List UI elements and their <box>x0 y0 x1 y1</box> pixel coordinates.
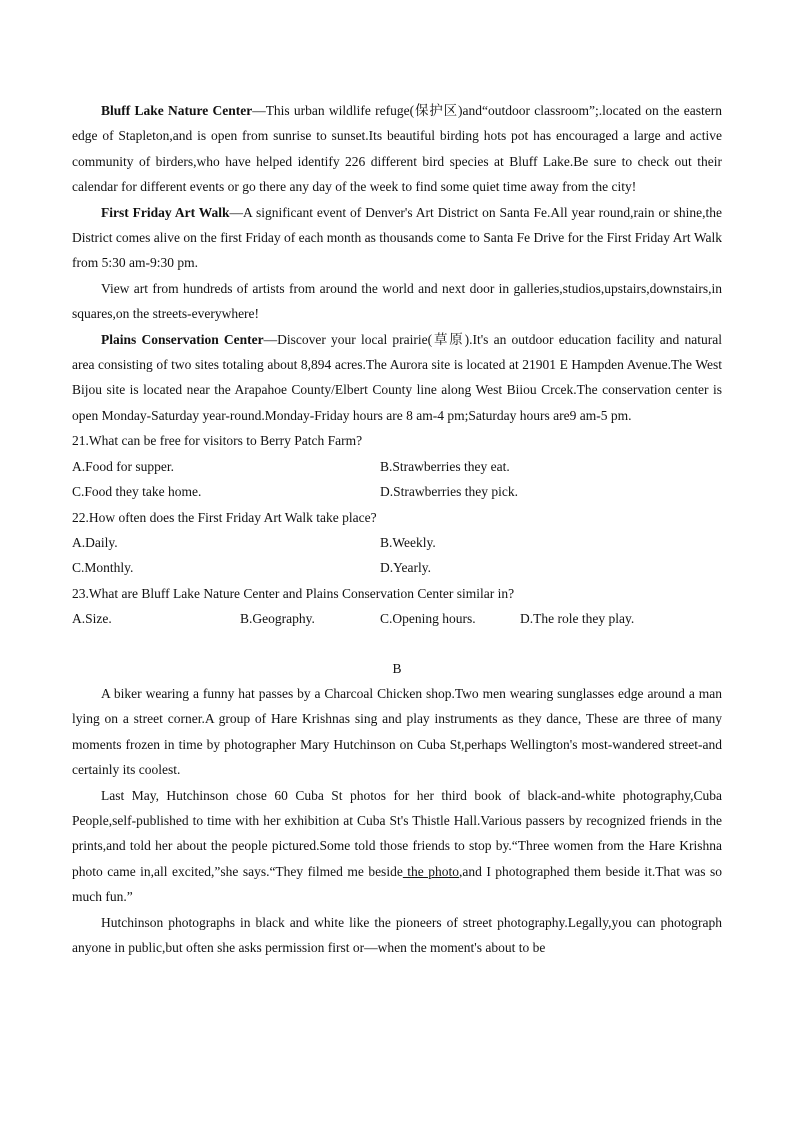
underlined-the-photo: the photo <box>402 863 459 879</box>
option-23-b: B.Geography. <box>240 611 315 627</box>
question-22-options-row-2 <box>72 555 722 580</box>
question-21: 21.What can be free for visitors to Berry Patch Farm? <box>72 433 363 449</box>
option-23-a: A.Size. <box>72 611 112 627</box>
question-22: 22.How often does the First Friday Art Walk take place? <box>72 509 377 525</box>
option-22-a: A.Daily. <box>72 534 118 550</box>
paragraph-plains <box>72 327 722 429</box>
paragraph-b-2-start: Last May, Hutchinson chose 60 Cuba St photos for her third book of black-and-white photography,Cuba People,self-published to time with her exhibition at Cuba St's Thistle Hall.Various passers by recognized friends in the prints,and told her about the people pictured.Some told those friends to stop by.“Three women from the Hare Krishna photo came in,all excited,”she says.“They filmed me beside <box>72 787 722 879</box>
option-21-a: A.Food for supper. <box>72 458 174 474</box>
paragraph-view-art: View art from hundreds of artists from around the world and next door in galleries,studios,upstairs,downstairs,in squares,on the streets-everywhere! <box>72 280 722 322</box>
document-page <box>72 98 722 960</box>
paragraph-b-1: A biker wearing a funny hat passes by a Charcoal Chicken shop.Two men wearing sunglasses edge around a man lying on a street corner.A group of Hare Krishnas sing and play instruments as they dance, These are three of many moments frozen in time by photographer Mary Hutchinson on Cuba St,perhaps Wellington's most-wandered street-and certainly its coolest. <box>72 685 722 778</box>
paragraph-b-3: Hutchinson photographs in black and white like the pioneers of street photography.Legally,you can photograph anyone in public,but often she asks permission first or—when the moment's about to be <box>72 914 722 955</box>
plains-text: —Discover your local prairie(草原).It's an outdoor education facility and natural area consisting of two sites totaling about 8,894 acres.The Aurora site is located at 21901 E Hampden Avenue.The West Bijou site is located near the Arapahoe County/Elbert County line along West Biiou Crcek.The conservation center is open Monday-Saturday year-round.Monday-Friday hours are 8 am-4 pm;Saturday hours are9 am-5 pm. <box>72 331 722 423</box>
option-21-d: D.Strawberries they pick. <box>380 484 518 500</box>
bluff-lake-title: Bluff Lake Nature Center <box>101 103 253 118</box>
plains-title: Plains Conservation Center <box>101 331 264 347</box>
section-b-heading: B <box>392 660 402 676</box>
paragraph-bluff-lake <box>72 98 722 200</box>
question-21-options-row-1 <box>72 454 722 479</box>
bluff-lake-text: —This urban wildlife refuge(保护区)and“outdoor classroom”;.located on the eastern edge of Stapleton,and is open from sunrise to sunset.Its beautiful birding hots pot has encouraged a large and active community of birders,who have helped identify 226 different bird species at Bluff Lake.Be sure to check out their calendar for different events or go there any day of the week to find some quiet time away from the city! <box>72 103 722 195</box>
question-23-options-row <box>72 606 722 631</box>
option-22-b: B.Weekly. <box>380 534 436 550</box>
option-22-d: D.Yearly. <box>380 560 432 576</box>
question-23: 23.What are Bluff Lake Nature Center and Plains Conservation Center similar in? <box>72 585 515 601</box>
paragraph-first-friday <box>72 200 722 276</box>
option-21-c: C.Food they take home. <box>72 484 202 500</box>
first-friday-text: —A significant event of Denver's Art District on Santa Fe.All year round,rain or shine,the District comes alive on the first Friday of each month as thousands come to Santa Fe Drive for the First Friday Art Walk from 5:30 am-9:30 pm. <box>72 204 722 271</box>
paragraph-b-2-end: ,and I photographed them beside it.That was so much fun.” <box>72 863 722 905</box>
option-22-c: C.Monthly. <box>72 560 134 576</box>
option-23-d: D.The role they play. <box>520 611 635 627</box>
paragraph-b-2 <box>72 783 722 910</box>
first-friday-title: First Friday Art Walk <box>101 204 230 220</box>
option-23-c: C.Opening hours. <box>380 611 476 627</box>
option-21-b: B.Strawberries they eat. <box>380 458 510 474</box>
question-21-options-row-2 <box>72 479 722 504</box>
question-22-options-row-1 <box>72 530 722 555</box>
